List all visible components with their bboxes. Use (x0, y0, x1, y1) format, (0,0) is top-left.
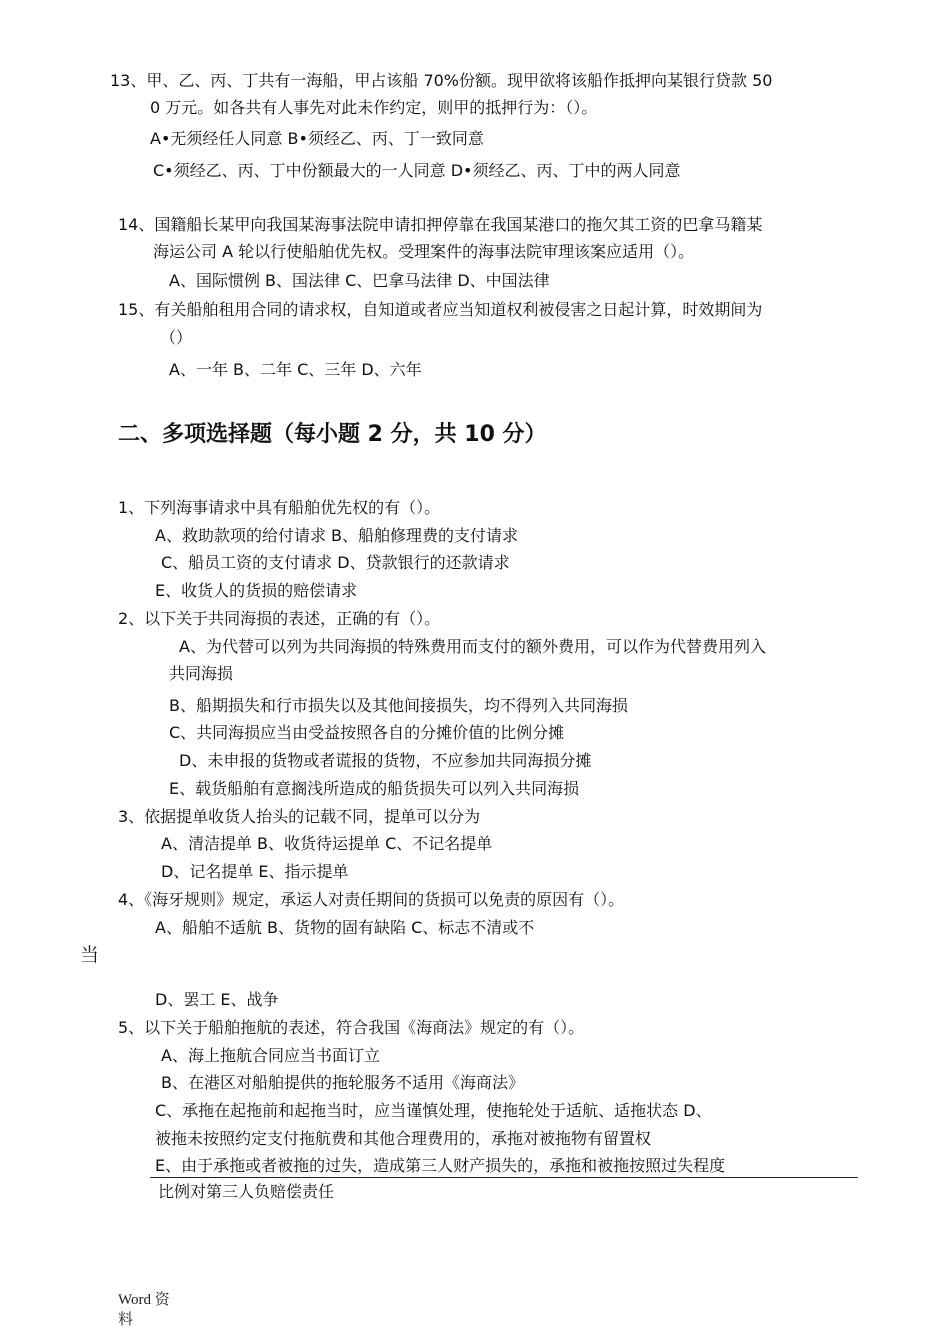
mq5-option-b: B、在港区对船舶提供的拖轮服务不适用《海商法》 (161, 1073, 524, 1092)
footer-line2: 料 (118, 1312, 134, 1328)
mq2-option-c: C、共同海损应当由受益按照各自的分摊价值的比例分摊 (169, 723, 565, 742)
mq5-option-e-line1: E、由于承拖或者被拖的过失，造成第三人财产损失的，承拖和被拖按照过失程度 (155, 1156, 726, 1175)
q13-stem-line1: 13、甲、乙、丙、丁共有一海船，甲占该船 70%份额。现甲欲将该船作抵押向某银行贷款 50 (110, 71, 773, 90)
mq2-option-e: E、载货船舶有意搁浅所造成的船货损失可以列入共同海损 (169, 779, 580, 798)
q13-options-cd: C•须经乙、丙、丁中份额最大的一人同意 D•须经乙、丙、丁中的两人同意 (153, 161, 681, 180)
mq4-options-de: D、罢工 E、战争 (155, 990, 279, 1009)
mq4-wrapped-char: 当 (80, 944, 100, 966)
mq2-option-a-line2: 共同海损 (169, 664, 234, 683)
q14-options: A、国际惯例 B、国法律 C、巴拿马法律 D、中国法律 (169, 271, 550, 290)
mq5-option-cd-line2: 被拖未按照约定支付拖航费和其他合理费用的，承拖对被拖物有留置权 (155, 1129, 652, 1148)
mq1-options-cd: C、船员工资的支付请求 D、贷款银行的还款请求 (161, 553, 510, 572)
mq3-options-de: D、记名提单 E、指示提单 (161, 862, 349, 881)
mq1-stem: 1、下列海事请求中具有船舶优先权的有（）。 (118, 498, 441, 517)
mq5-option-a: A、海上拖航合同应当书面订立 (161, 1046, 380, 1065)
q13-stem-line2: 0 万元。如各共有人事先对此未作约定，则甲的抵押行为：（）。 (150, 98, 598, 117)
mq4-stem: 4、《海牙规则》规定，承运人对责任期间的货损可以免责的原因有（）。 (118, 890, 625, 909)
mq4-options-abc: A、船舶不适航 B、货物的固有缺陷 C、标志不清或不 (155, 918, 535, 937)
mq5-option-e-line2: 比例对第三人负赔偿责任 (158, 1182, 335, 1201)
q15-stem-line1: 15、有关船舶租用合同的请求权，自知道或者应当知道权利被侵害之日起计算，时效期间为 (118, 300, 763, 319)
q15-options: A、一年 B、二年 C、三年 D、六年 (169, 360, 422, 379)
mq1-options-ab: A、救助款项的给付请求 B、船舶修理费的支付请求 (155, 526, 519, 545)
mq2-option-b: B、船期损失和行市损失以及其他间接损失，均不得列入共同海损 (169, 696, 628, 715)
section-heading: 二、多项选择题（每小题 2 分，共 10 分） (118, 422, 547, 447)
q14-stem-line1: 14、国籍船长某甲向我国某海事法院申请扣押停靠在我国某港口的拖欠其工资的巴拿马籍某 (118, 215, 763, 234)
mq5-stem: 5、以下关于船舶拖航的表述，符合我国《海商法》规定的有（）。 (118, 1018, 585, 1037)
mq2-option-d: D、未申报的货物或者谎报的货物，不应参加共同海损分摊 (179, 751, 592, 770)
mq2-option-a-line1: A、为代替可以列为共同海损的特殊费用而支付的额外费用，可以作为代替费用列入 (179, 637, 766, 656)
text-underline-rule (150, 1177, 858, 1178)
mq1-option-e: E、收货人的货损的赔偿请求 (155, 581, 358, 600)
mq3-stem: 3、依据提单收货人抬头的记载不同，提单可以分为 (118, 807, 481, 826)
q14-stem-line2: 海运公司 A 轮以行使船舶优先权。受理案件的海事法院审理该案应适用（）。 (153, 242, 695, 261)
mq5-option-cd-line1: C、承拖在起拖前和起拖当时，应当谨慎处理，使拖轮处于适航、适拖状态 D、 (155, 1101, 712, 1120)
q15-stem-line2: （） (160, 328, 193, 347)
mq2-stem: 2、以下关于共同海损的表述，正确的有（）。 (118, 609, 441, 628)
q13-options-ab: A•无须经任人同意 B•须经乙、丙、丁一致同意 (150, 129, 484, 148)
mq3-options-abc: A、清洁提单 B、收货待运提单 C、不记名提单 (161, 834, 493, 853)
footer-line1: Word 资 (118, 1292, 170, 1308)
